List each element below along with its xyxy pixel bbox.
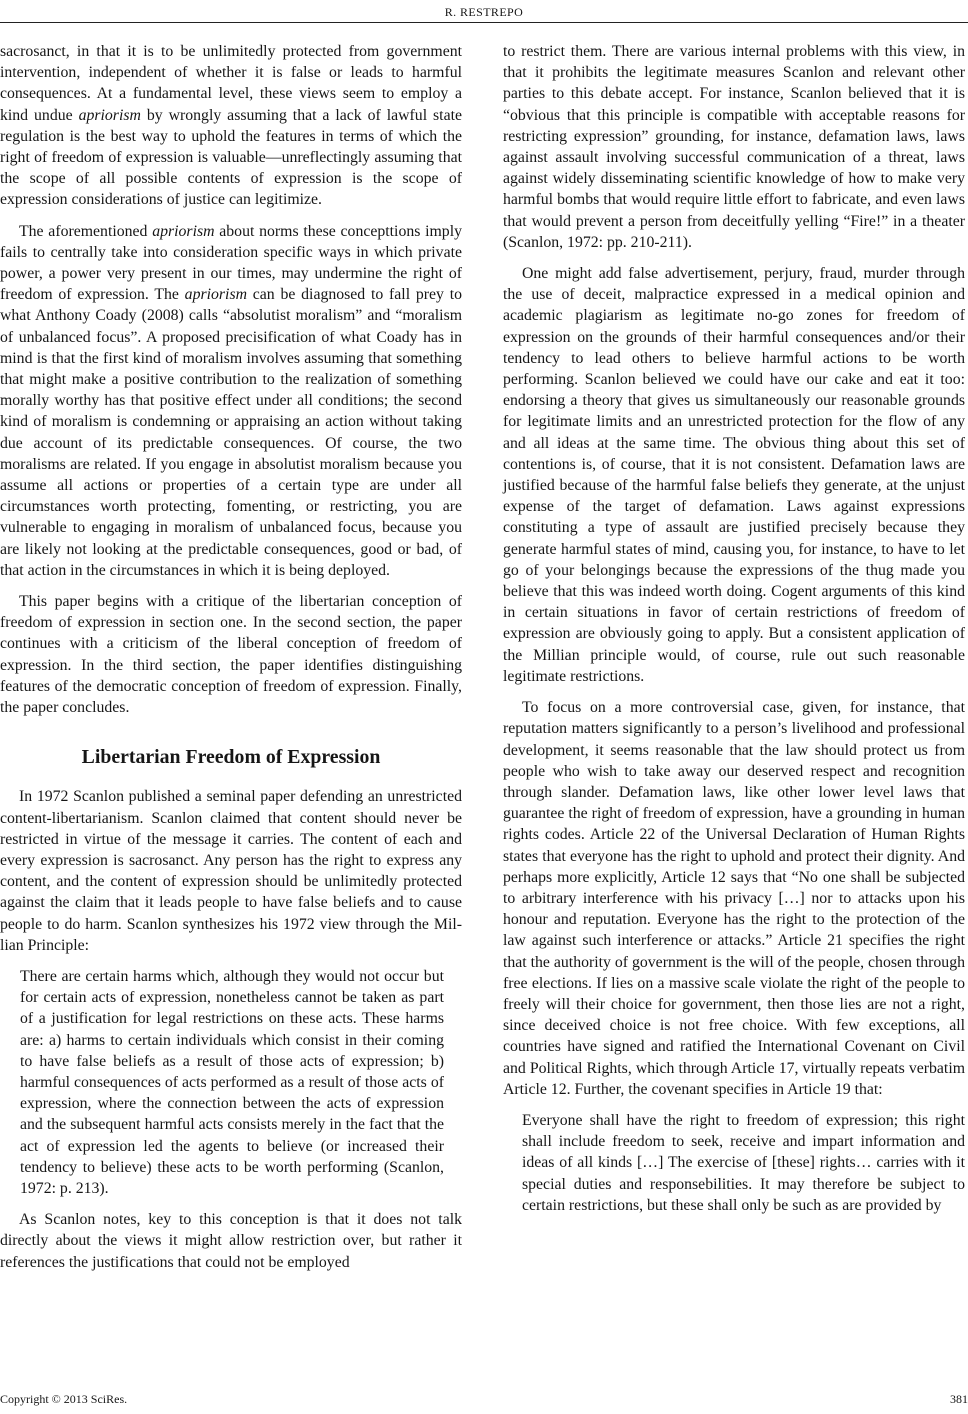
paragraph: The aforementioned apriorism about norms these concepttions imply fails to centrally take into consideration specific ways in which private power, a power very present in our times, may undermine the right of freedom of expression. The apriorism can be diagnosed to fall prey to what Anthony Coady (2008) calls “absolutist moralism” and “moralism of unbalanced focus”. A proposed precisification of what Coady has in mind is that the first kind of moralism involves assuming that something that might make a positive contribution to the realization of something morally worthy has that positive effect under all conditions; the second kind of moralism is condemning or appraising an action without taking due account of its predictable consequences. Of course, the two moralisms are related. If you engage in absolutist moralism because you assume all actions or properties of a certain type are under all circumstances worth protecting, fomenting, or restricting, you are vulnerable to engaging in moralism of unbalanced focus, because you are likely not looking at the predictable consequences, good or bad, of that action in the circumstances in which it is being deployed. [0,222,462,579]
paragraph: This paper begins with a critique of the libertarian conception of freedom of expression in section one. In the second section, the paper continues with a criticism of the liberal conception of freedom of expression. In the third section, the paper identifies distinguishing features of the democratic conception of freedom of expression. Finally, the paper concludes. [0,593,462,717]
paragraph: One might add false advertisement, perjury, fraud, murder through the use of deceit, malpractice expressed in a medical opinion and academic plagiarism as legitimate no-go zones for freedom of expression on the grounds of their harmful consequences and/or their tendency to lead others to believe harmful actions to be worth performing. Scanlon believed we could have our cake and eat it too: endorsing a theory that gives us simultaneously our reasonable grounds for legitimate limits and an unrestricted protection for the flow of any and all ideas at the same time. The obvious thing about this set of contentions is, of course, that it is not consistent. Defamation laws are justified because of the harmful false beliefs they generate, at the unjust expense of the target of defamation. Laws against expressions constituting a type of assault are justified precisely because they generate harmful states of mind, causing you, for instance, to have to let go of your belongings because the expressions of the thug made you believe that this was indeed worth doing. Cogent arguments of this kind in certain situations in favor of certain restrictions of freedom of expression are obviously going to apply. But a consistent application of the Millian principle would, of course, rule out such reasonable legitimate restrictions. [503,265,965,685]
paragraph: To focus on a more controversial case, given, for instance, that reputation matters significantly to a person’s livelihood and professional development, it seems reasonable that the law should protect us from people who wish to take away our deserved respect and recognition through slander. Defamation laws, like other lower level laws that guarantee the right of freedom of expression, have a grounding in human rights codes. Article 22 of the Universal Declaration of Human Rights states that everyone has the right to uphold and protect their dignity. And perhaps more explicitly, Article 12 says that “No one shall be subjected to arbitrary interference with his privacy […] nor to attacks upon his honour and reputation. Everyone has the right to the protection of the law against such interference or attacks.” Article 21 specifies the right that the authority of government is the will of the people, chosen through free elections. If lies on a massive scale violate the right of the people to freely will their choice for government, then those lies are not a right, since deceived choice is not free choice. With few exceptions, all countries have signed and ratified the International Covenant on Civil and Political Rights, which through Article 17, virtually repeats verbatim Article 12. Further, the covenant specifies in Article 19 that: [503,699,965,1098]
paragraph: sacrosanct, in that it is to be unlimitedly protected from government intervention, independent of whether it is false or leads to harmful consequences. At a fundamental level, these views seem to employ a kind undue apriorism by wrongly assuming that a lack of lawful state regulation is the best way to uphold the features in terms of which the right of freedom of expression is valuable—unreflectingly assuming that the scope of all possible contents of expression is the scope of expression considerations of justice can legitimize. [0,43,462,209]
header-rule [0,22,968,23]
block-quote: Everyone shall have the right to freedom of expression; this right shall include freedom to seek, receive and impart information and ideas of all kinds […] The exercise of [these] rights… carries with it special duties and responsebilities. It may therefore be subject to certain restrictions, but these shall only be such as are provided by [522,1111,965,1214]
paragraph: In 1972 Scanlon published a seminal paper defending an unrestricted content-libertarianism. Scanlon claimed that content should never be restricted in virtue of the message it carries. The content of each and every expression is sacrosanct. Any person has the right to express any content, and the content of expression should be unlimitedly protected against the claim that it leads people to have false beliefs and to cause people to do harm. Scanlon synthesizes his 1972 view through the Millian Principle: [0,788,462,954]
copyright-notice: Copyright © 2013 SciRes. [0,1392,128,1406]
section-heading: Libertarian Freedom of Expression [81,746,381,769]
paragraph: As Scanlon notes, key to this conception is that it does not talk directly about the views it might allow restriction over, but rather it references the justifications that could not be employed [0,1211,462,1271]
page-number: 381 [950,1392,968,1406]
running-head: R. RESTREPO [444,5,524,19]
left-column [0,41,462,1283]
right-column [503,41,965,1226]
block-quote: There are certain harms which, although they would not occur but for certain acts of expression, nonetheless cannot be taken as part of a justification for legal restrictions on these acts. These harms are: a) harms to certain individuals which consist in their coming to have false beliefs as a result of those acts of expression; b) harmful consequences of acts performed as a result of those acts of expression, where the connection between the acts of expression and the subsequent harmful acts consists merely in the fact that the act of expression led the agents to believe (or increased their tendency to believe) these acts to be worth performing (Scanlon, 1972: p. 213). [20,967,444,1197]
paragraph: to restrict them. There are various internal problems with this view, in that it prohibits the legitimate measures Scanlon and relevant other parties to this debate accept. For instance, Scanlon believed that it is “obvious that this principle is compatible with acceptable reasons for restricting expression” grounding, for instance, defamation laws, laws against assault involving successful communication of a threat, laws against widely disseminating scientific knowledge of how to make very harmful bombs that would require little effort to fabricate, and even laws that would prevent a person from deceitfully yelling “Fire!” in a theater (Scanlon, 1972: pp. 210-211). [503,43,965,251]
